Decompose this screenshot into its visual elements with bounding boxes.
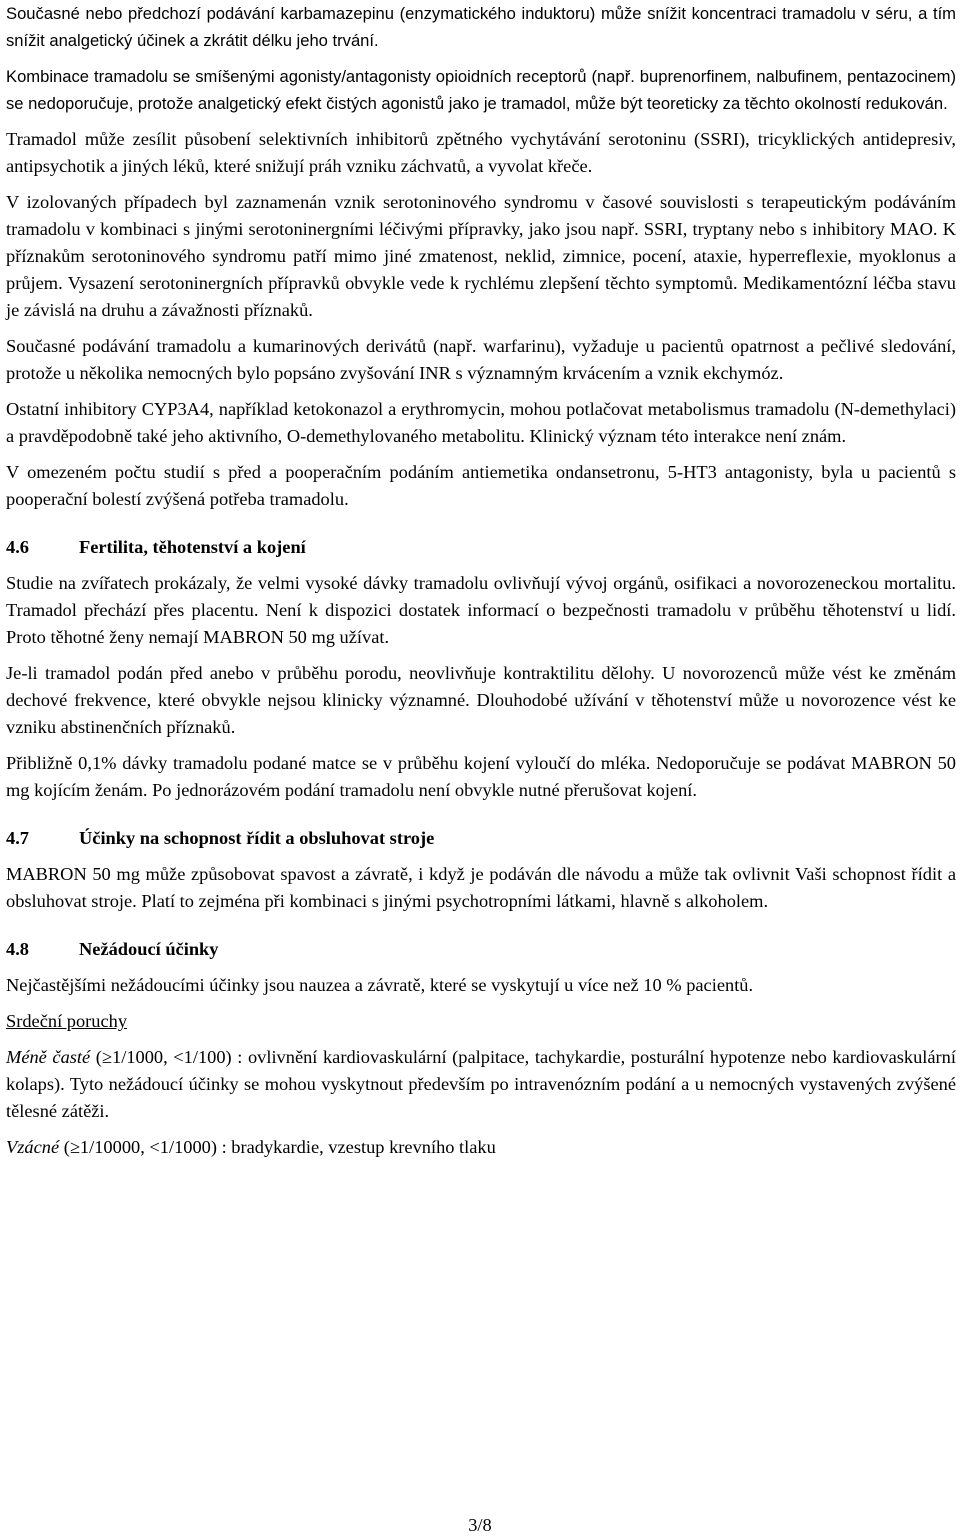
section-title: Fertilita, těhotenství a kojení	[79, 537, 306, 557]
paragraph-ssri: Tramadol může zesílit působení selektivních inhibitorů zpětného vychytávání serotoninu (SSRI), tricyklických antidepresiv, antipsychotik a jiných léků, které snižují práh vzniku záchvatů, a vyvolat křeče.	[6, 129, 956, 176]
paragraph-carbamazepine: Současné nebo předchozí podávání karbamazepinu (enzymatického induktoru) může snížit koncentraci tramadolu v séru, a tím snížit analgetický účinek a zkrátit délku jeho trvání.	[6, 4, 956, 50]
frequency-label-uncommon: Méně časté	[6, 1047, 91, 1067]
paragraph-rare-effects	[6, 1134, 956, 1161]
section-heading-4-6	[6, 534, 956, 561]
paragraph-breastfeeding: Přibližně 0,1% dávky tramadolu podané matce se v průběhu kojení vyloučí do mléka. Nedoporučuje se podávat MABRON 50 mg kojícím ženám. Po jednorázovém podání tramadolu není obvykle nutné přerušovat kojení.	[6, 753, 956, 800]
paragraph-ondansetron: V omezeném počtu studií s před a pooperačním podáním antiemetika ondansetronu, 5-HT3 antagonisty, byla u pacientů s pooperační bolestí zvýšená potřeba tramadolu.	[6, 462, 956, 509]
frequency-label-rare: Vzácné	[6, 1137, 60, 1157]
paragraph-most-common-effects: Nejčastějšími nežádoucími účinky jsou nauzea a závratě, které se vyskytují u více než 10 % pacientů.	[6, 975, 754, 995]
paragraph-coumarin: Současné podávání tramadolu a kumarinových derivátů (např. warfarinu), vyžaduje u pacientů opatrnost a pečlivé sledování, protože u několika nemocných bylo popsáno zvyšování INR s významným krvácením a vznik ekchymóz.	[6, 336, 956, 383]
page-number: 3/8	[468, 1515, 492, 1535]
subheading-cardiac-disorders: Srdeční poruchy	[6, 1011, 128, 1031]
paragraph-agonists-antagonists: Kombinace tramadolu se smíšenými agonisty/antagonisty opioidních receptorů (např. buprenorfinem, nalbufinem, pentazocinem) se nedoporučuje, protože analgetický efekt čistých agonistů jako je tramadol, může být teoreticky za těchto okolností redukován.	[6, 67, 956, 113]
section-title: Účinky na schopnost řídit a obsluhovat stroje	[79, 828, 435, 848]
section-title: Nežádoucí účinky	[79, 939, 219, 959]
paragraph-driving: MABRON 50 mg může způsobovat spavost a závratě, i když je podáván dle návodu a může tak ovlivnit Vaši schopnost řídit a obsluhovat stroje. Platí to zejména při kombinaci s jinými psychotropními látkami, hlavně s alkoholem.	[6, 864, 956, 911]
paragraph-serotonin-syndrome: V izolovaných případech byl zaznamenán vznik serotoninového syndromu v časové souvislosti s terapeutickým podáváním tramadolu v kombinaci s jinými serotoninergními léčivými přípravky, jako jsou např. SSRI, tryptany nebo s inhibitory MAO. K příznakům serotoninového syndromu patří mimo jiné zmatenost, neklid, zimnice, pocení, ataxie, hyperreflexie, myoklonus a průjem. Vysazení serotoninergních přípravků obvykle vede k rychlému zlepšení těchto symptomů. Medikamentózní léčba stavu je závislá na druhu a závažnosti příznaků.	[6, 192, 956, 320]
document-page	[6, 0, 956, 1161]
paragraph-uncommon-effects	[6, 1044, 956, 1125]
paragraph-animal-studies: Studie na zvířatech prokázaly, že velmi vysoké dávky tramadolu ovlivňují vývoj orgánů, osifikaci a novorozeneckou mortalitu. Tramadol přechází přes placentu. Není k dispozici dostatek informací o bezpečnosti tramadolu v průběhu těhotenství u lidí. Proto těhotné ženy nemají MABRON 50 mg užívat.	[6, 573, 956, 647]
paragraph-cyp3a4: Ostatní inhibitory CYP3A4, například ketokonazol a erythromycin, mohou potlačovat metabolismus tramadolu (N-demethylaci) a pravděpodobně také jeho aktivního, O-demethylovaného metabolitu. Klinický význam této interakce není znám.	[6, 399, 956, 446]
section-number: 4.6	[6, 537, 29, 557]
section-number: 4.8	[6, 939, 29, 959]
section-number: 4.7	[6, 828, 29, 848]
section-heading-4-7	[6, 825, 956, 852]
uncommon-effects-text: (≥1/1000, <1/100) : ovlivnění kardiovaskulární (palpitace, tachykardie, posturální hypotenze nebo kardiovaskulární kolaps). Tyto nežádoucí účinky se mohou vyskytnout především po intravenózním podání a u nemocných vystavených zvýšené tělesné zátěži.	[6, 1047, 956, 1121]
paragraph-labour: Je-li tramadol podán před anebo v průběhu porodu, neovlivňuje kontraktilitu dělohy. U novorozenců může vést ke změnám dechové frekvence, které obvykle nejsou klinicky významné. Dlouhodobé užívání v těhotenství může u novorozence vést ke vzniku abstinenčních příznaků.	[6, 663, 956, 737]
section-heading-4-8	[6, 936, 956, 963]
rare-effects-text: (≥1/10000, <1/1000) : bradykardie, vzestup krevního tlaku	[59, 1137, 496, 1157]
